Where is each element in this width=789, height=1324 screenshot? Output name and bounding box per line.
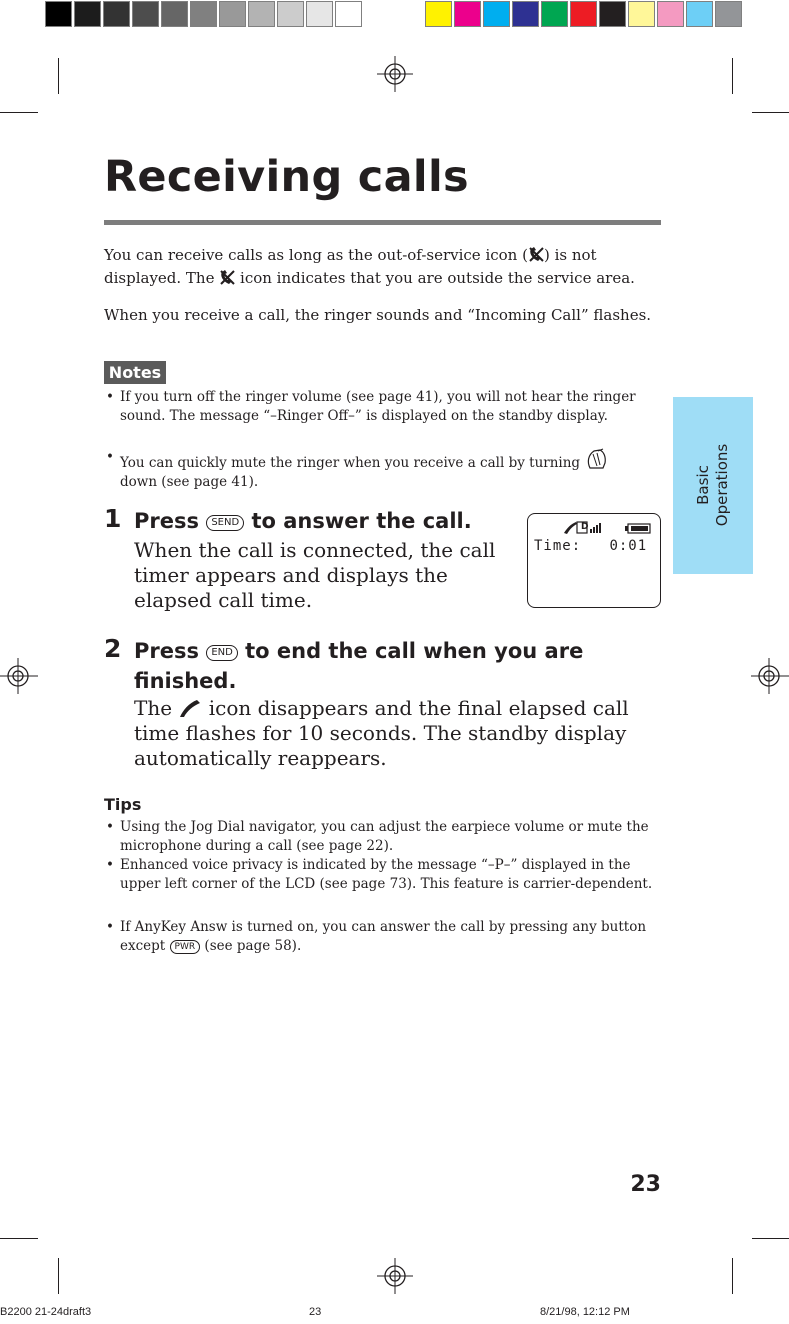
intro-text: displayed. The — [104, 269, 220, 287]
note-text: down (see page 41). — [120, 473, 259, 490]
out-of-service-icon — [219, 269, 235, 286]
step-body-text: icon disappears and the final elapsed call time flashes for 10 seconds. The standby display automatically reappears. — [134, 696, 629, 770]
gray-swatch — [161, 1, 188, 27]
gray-swatch — [190, 1, 217, 27]
intro-text: When you receive a call, the ringer sounds and “Incoming Call” flashes. — [104, 306, 652, 324]
step-number: 1 — [104, 504, 122, 533]
gray-swatch — [219, 1, 246, 27]
lcd-status-icons — [564, 520, 654, 536]
lcd-time-label: Time: — [534, 538, 582, 554]
tip-item: • Using the Jog Dial navigator, you can adjust the earpiece volume or mute the microphone during a call (see page 22). — [106, 819, 649, 854]
step-body: When the call is connected, the call timer appears and displays the elapsed call time. — [134, 538, 496, 612]
color-swatch — [541, 1, 568, 27]
color-swatch — [657, 1, 684, 27]
gray-swatch — [74, 1, 101, 27]
tip-text: (see page 58). — [204, 937, 302, 954]
lcd-time-value: 0:01 — [609, 538, 648, 554]
gray-swatch — [103, 1, 130, 27]
note-item: • You can quickly mute the ringer when you receive a call by turning down (see page 41). — [120, 448, 650, 491]
step-heading-text: Press — [134, 509, 207, 533]
end-key: END — [206, 645, 238, 661]
gray-swatch — [45, 1, 72, 27]
signal-bar — [596, 525, 598, 533]
color-swatch — [686, 1, 713, 27]
color-swatch — [425, 1, 452, 27]
gray-swatch — [248, 1, 275, 27]
registration-mark-icon — [0, 658, 38, 694]
call-icon — [564, 522, 577, 534]
notes-badge: Notes — [104, 361, 166, 384]
color-swatch — [454, 1, 481, 27]
registration-mark-icon — [377, 56, 413, 92]
section-tab — [673, 397, 753, 574]
step-number: 2 — [104, 634, 122, 663]
step-body-text: The — [134, 696, 179, 720]
color-swatch — [483, 1, 510, 27]
page-title: Receiving calls — [104, 152, 469, 202]
gray-swatch — [306, 1, 333, 27]
note-text: You can quickly mute the ringer when you receive a call by turning — [120, 455, 581, 471]
lcd-d-indicator: D — [581, 522, 589, 532]
step-heading-text: finished. — [134, 669, 237, 693]
color-swatch — [628, 1, 655, 27]
step-heading — [134, 506, 534, 536]
tip-text: Enhanced voice privacy is indicated by the message “–P–” displayed in the upper left corner of the LCD (see page 73). This feature is carrier-dependent. — [120, 857, 653, 892]
out-of-service-icon — [528, 246, 544, 263]
signal-bar — [593, 527, 595, 533]
intro-text: You can receive calls as long as the out-of-service icon ( — [104, 246, 528, 264]
note-item: • If you turn off the ringer volume (see page 41), you will not hear the ringer sound. The message “–Ringer Off–” is displayed on the standby display. — [106, 389, 636, 424]
tip-item: • If AnyKey Answ is turned on, you can answer the call by pressing any button except PWR (see page 58). — [106, 919, 647, 954]
signal-bar — [599, 523, 601, 533]
footer-timestamp: 8/21/98, 12:12 PM — [540, 1306, 630, 1318]
section-tab-line: Basic — [694, 465, 712, 505]
gray-swatch — [277, 1, 304, 27]
intro-text: ) is not — [543, 246, 597, 264]
step-heading — [134, 636, 654, 696]
step-heading-text: to end the call when you are — [237, 639, 584, 663]
call-icon — [178, 698, 202, 718]
tip-text: Using the Jog Dial navigator, you can adjust the earpiece volume or mute the microphone during a call (see page 22). — [120, 819, 649, 854]
title-rule — [104, 220, 661, 225]
lcd-display — [527, 513, 661, 608]
gray-swatch — [132, 1, 159, 27]
footer-filename: B2200 21-24draft3 — [0, 1306, 92, 1318]
color-swatch — [512, 1, 539, 27]
intro-text: icon indicates that you are outside the service area. — [235, 269, 635, 287]
note-text: If you turn off the ringer volume (see page 41), you will not hear the ringer sound. The message “–Ringer Off–” is displayed on the standby display. — [120, 389, 636, 424]
intro-paragraph — [104, 244, 664, 327]
footer-page: 23 — [309, 1306, 322, 1318]
registration-mark-icon — [377, 1258, 413, 1294]
section-tab-label — [694, 444, 732, 526]
section-tab-line: Operations — [713, 443, 731, 527]
color-swatch — [570, 1, 597, 27]
registration-mark-icon — [751, 658, 789, 694]
step-heading-text: to answer the call. — [244, 509, 472, 533]
signal-bar — [590, 529, 592, 533]
color-swatch — [599, 1, 626, 27]
step-body — [134, 696, 654, 771]
step-heading-text: Press — [134, 639, 207, 663]
color-swatch — [715, 1, 742, 27]
page-number: 23 — [630, 1172, 661, 1197]
tips-heading: Tips — [104, 795, 142, 814]
send-key: SEND — [206, 515, 244, 531]
gray-swatch — [335, 1, 362, 27]
jog-dial-icon — [584, 448, 610, 470]
lcd-time-line — [534, 538, 647, 554]
tip-text: If AnyKey Answ is turned on, you can answer the call by pressing any button except — [120, 919, 647, 954]
pwr-key: PWR — [170, 940, 201, 954]
tip-item: • Enhanced voice privacy is indicated by the message “–P–” displayed in the upper left corner of the LCD (see page 73). This feature is carrier-dependent. — [106, 857, 653, 892]
